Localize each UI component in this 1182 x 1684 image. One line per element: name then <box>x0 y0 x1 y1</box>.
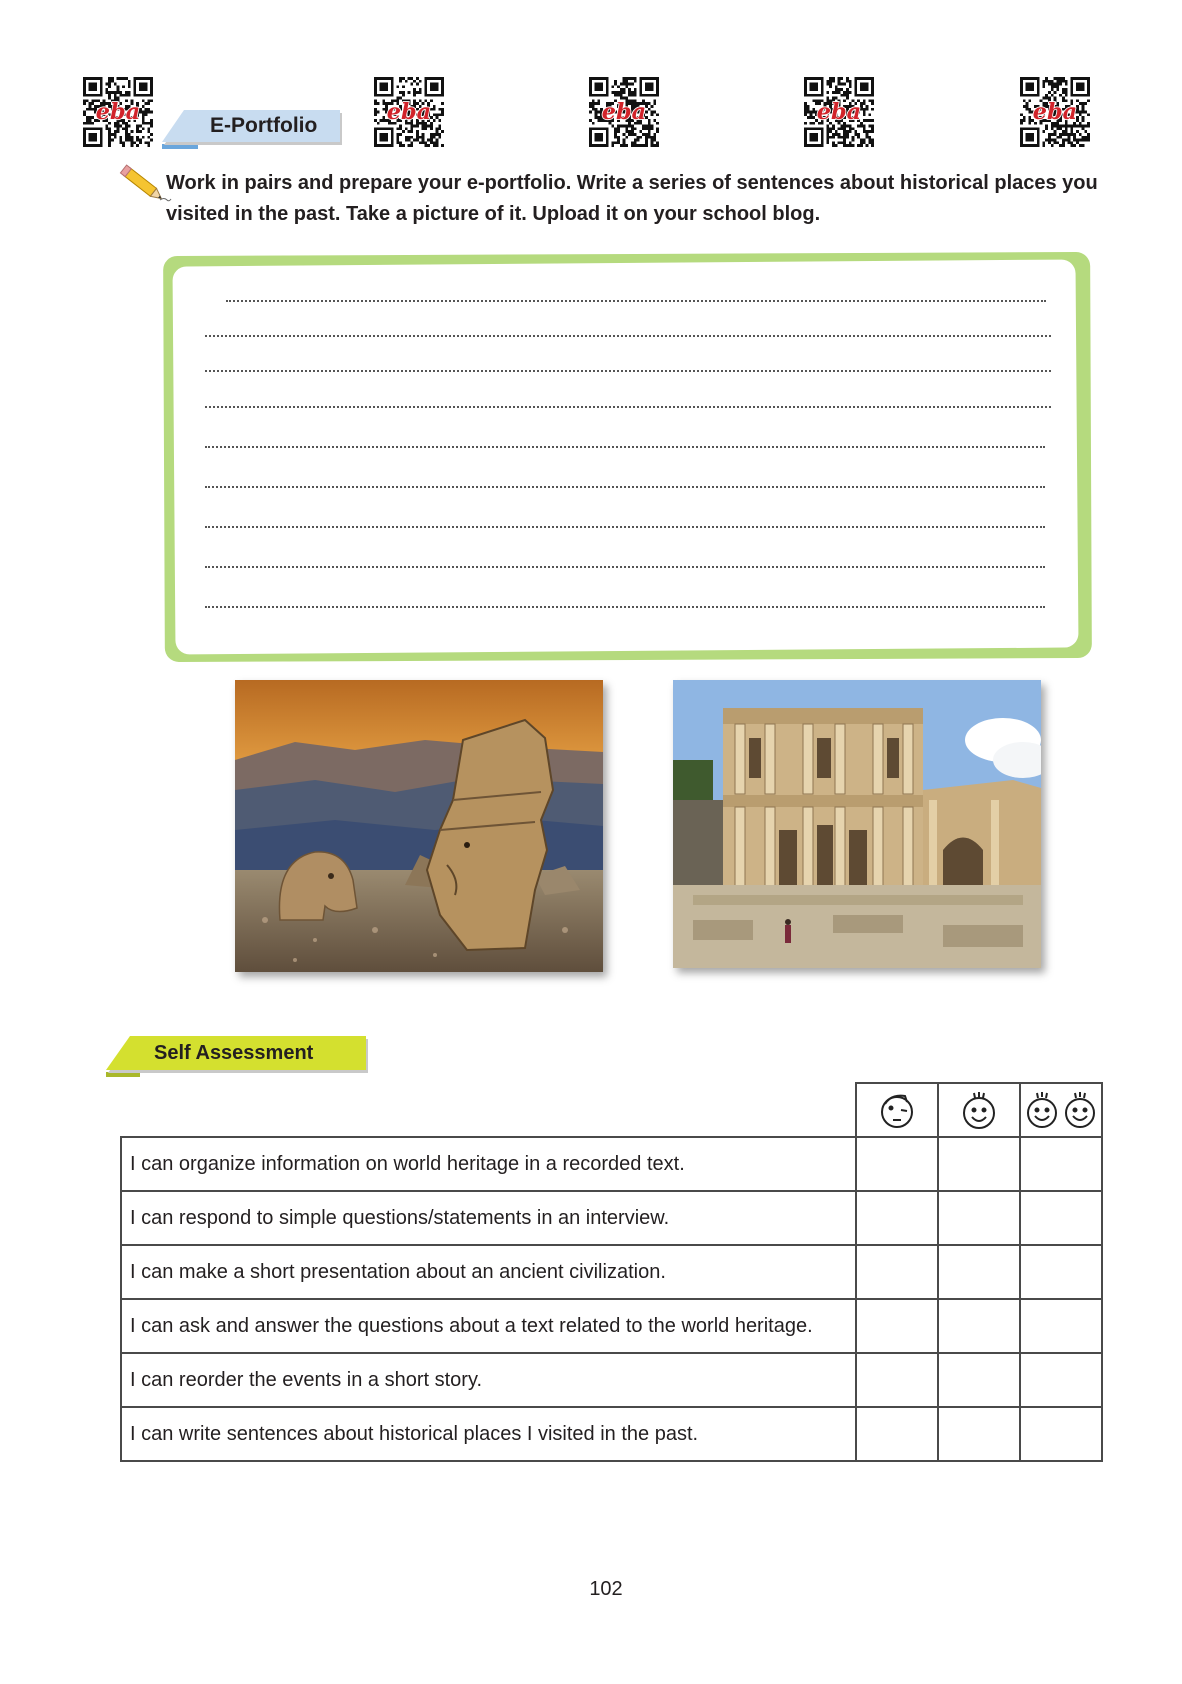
not-sure-face-icon <box>856 1083 938 1137</box>
writing-area[interactable] <box>172 259 1078 654</box>
eba-logo-label: eba <box>95 99 141 125</box>
rating-cell[interactable] <box>938 1137 1020 1191</box>
writing-line[interactable] <box>205 335 1051 337</box>
table-row <box>121 1137 1102 1191</box>
writing-line[interactable] <box>205 566 1045 568</box>
eba-logo-label: eba <box>816 99 862 125</box>
smiling-face-icon <box>938 1083 1020 1137</box>
two-happy-faces-icon <box>1020 1083 1102 1137</box>
statement-text: I can respond to simple questions/statements in an interview. <box>121 1191 856 1245</box>
table-row <box>121 1191 1102 1245</box>
rating-cell[interactable] <box>856 1407 938 1461</box>
writing-line[interactable] <box>205 370 1051 372</box>
table-row <box>121 1353 1102 1407</box>
writing-line[interactable] <box>205 486 1045 488</box>
self-assessment-tab <box>104 1034 370 1078</box>
rating-cell[interactable] <box>1020 1353 1102 1407</box>
qr-code-2[interactable] <box>374 76 444 148</box>
qr-code-5[interactable] <box>1020 76 1090 148</box>
photo-mount-nemrut-statues <box>235 680 603 972</box>
eba-logo-label: eba <box>601 99 647 125</box>
qr-code-4[interactable] <box>804 76 874 148</box>
qr-code-3[interactable] <box>589 76 659 148</box>
writing-line[interactable] <box>226 300 1046 302</box>
writing-line[interactable] <box>205 526 1045 528</box>
rating-cell[interactable] <box>856 1137 938 1191</box>
rating-cell[interactable] <box>856 1353 938 1407</box>
page-number: 102 <box>589 1578 623 1600</box>
rating-cell[interactable] <box>938 1245 1020 1299</box>
statement-text: I can make a short presentation about an ancient civilization. <box>121 1245 856 1299</box>
table-row <box>121 1299 1102 1353</box>
rating-cell[interactable] <box>938 1299 1020 1353</box>
statement-text: I can reorder the events in a short story. <box>121 1353 856 1407</box>
writing-line[interactable] <box>205 606 1045 608</box>
photo-library-of-celsus-ephesus <box>673 680 1041 968</box>
qr-code-1[interactable] <box>83 76 153 148</box>
self-assessment-title: Self Assessment <box>154 1042 314 1064</box>
eba-logo-label: eba <box>386 99 432 125</box>
rating-cell[interactable] <box>856 1299 938 1353</box>
table-header-row <box>121 1083 1102 1137</box>
statement-text: I can ask and answer the questions about a text related to the world heritage. <box>121 1299 856 1353</box>
eportfolio-tab <box>160 108 342 150</box>
eportfolio-instructions: Work in pairs and prepare your e-portfolio. Write a series of sentences about historical places you visited in the past. Take a picture of it. Upload it on your school blog. <box>166 172 1098 225</box>
pencil-icon <box>116 164 172 206</box>
rating-cell[interactable] <box>938 1407 1020 1461</box>
table-row <box>121 1245 1102 1299</box>
rating-cell[interactable] <box>938 1191 1020 1245</box>
rating-cell[interactable] <box>938 1353 1020 1407</box>
writing-line[interactable] <box>205 406 1051 408</box>
statement-text: I can write sentences about historical places I visited in the past. <box>121 1407 856 1461</box>
rating-cell[interactable] <box>1020 1137 1102 1191</box>
eba-logo-label: eba <box>1032 99 1078 125</box>
table-row <box>121 1407 1102 1461</box>
writing-line[interactable] <box>205 446 1045 448</box>
rating-cell[interactable] <box>856 1245 938 1299</box>
rating-cell[interactable] <box>1020 1245 1102 1299</box>
rating-cell[interactable] <box>1020 1299 1102 1353</box>
self-assessment-table <box>120 1082 1103 1462</box>
statement-text: I can organize information on world heritage in a recorded text. <box>121 1137 856 1191</box>
rating-cell[interactable] <box>1020 1407 1102 1461</box>
rating-cell[interactable] <box>856 1191 938 1245</box>
eportfolio-title: E-Portfolio <box>210 114 318 137</box>
rating-cell[interactable] <box>1020 1191 1102 1245</box>
